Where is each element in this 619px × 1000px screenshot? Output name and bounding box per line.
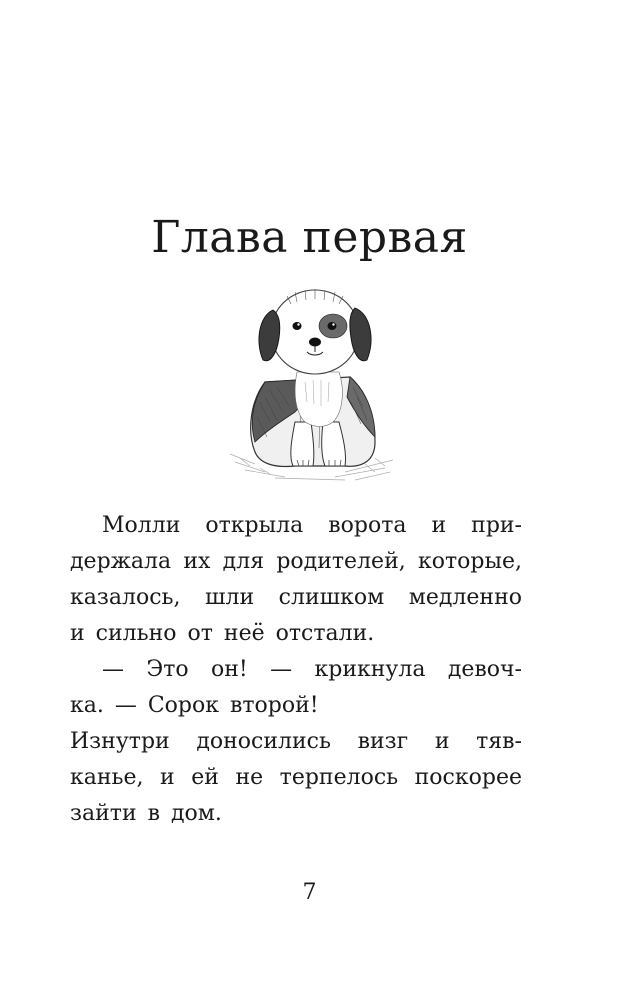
text-line: Изнутри доносились визг и тяв- [70, 729, 522, 754]
paragraph-3 [70, 724, 522, 832]
text-line: держала их для родителей, которые, [70, 549, 522, 574]
body-text [70, 508, 522, 832]
text-line: казалось, шли слишком медленно [70, 585, 522, 610]
page-number: 7 [302, 880, 317, 905]
text-line: — Это он! — крикнула девоч- [102, 657, 522, 682]
paragraph-2 [70, 652, 522, 724]
text-line: Молли открыла ворота и при- [102, 513, 522, 538]
text-line: зайти в дом. [70, 801, 222, 826]
paragraph-1 [70, 508, 522, 652]
puppy-sketch-icon [225, 272, 397, 484]
text-line: ка. — Сорок второй! [70, 693, 319, 718]
chapter-title: Глава первая [151, 212, 468, 263]
text-line: и сильно от неё отстали. [70, 621, 375, 646]
text-line: канье, и ей не терпелось поскорее [70, 765, 522, 790]
